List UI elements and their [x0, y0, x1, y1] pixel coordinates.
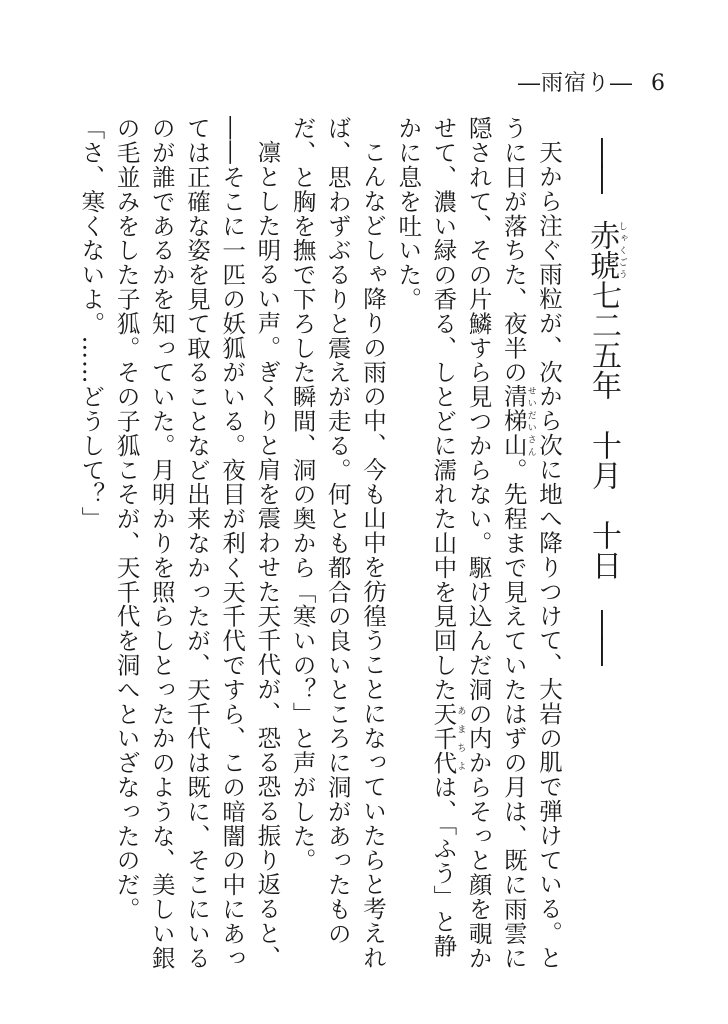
running-header [518, 66, 666, 97]
era-name [579, 220, 627, 280]
era-name-ruby: しゃくごう [616, 220, 627, 280]
place-name-ruby: せいだいさん [525, 384, 536, 458]
paragraph-2: こんなどしゃ降りの雨の中、今も山中を彷徨うことになっていたらと考えれば、思わずぶるりと震えが走る。何とも都合の良いところに洞があったものだ、と胸を撫で下ろした瞬間、洞の奥から「寒いの？」と声がした。 [288, 116, 387, 970]
paragraph-1-part-b: 。先程まで見えていたはずの月は、既に雨雲に隠されて、その片鱗すら見つからない。駆け込んだ洞の内からそっと顔を覗かせて、濃い緑の香る、しとどに濡れた山中を見回した [429, 116, 528, 971]
character-name [429, 701, 466, 775]
page-number: 6 [651, 71, 666, 96]
body-text [77, 116, 566, 976]
paragraph-1-part-c: は、「ふう」と静かに息を吐いた。 [394, 116, 458, 959]
chapter-heading [581, 138, 627, 662]
place-name-text: 清梯山 [499, 384, 528, 458]
character-name-text: 天千代 [429, 701, 458, 775]
running-title: ―雨宿り― [517, 71, 633, 96]
place-name [499, 384, 536, 458]
paragraph-3: 凛とした明るい声。ぎくりと肩を震わせた天千代が、恐る恐る振り返ると、――そこに一匹の妖狐がいる。夜目が利く天千代ですら、この暗闇の中にあっては正確な姿を見て取ることなど出来なかったが、天千代は既に、そこにいるのが誰であるかを知っていた。月明かりを照らしとったかのような、美しい銀の毛並みをした子狐。その子狐こそが、天千代を洞へといざなったのだ。 [112, 116, 282, 970]
paragraph-1-part-a: 天から注ぐ雨粒が、次から次に地へ降りつけて、大岩の肌で弾けている。とうに日が落ちた、夜半の [499, 116, 563, 970]
heading-dash-left: ―― [586, 138, 621, 190]
heading-date: 七二五年 十月 十日 [586, 280, 621, 580]
paragraph-1 [390, 116, 566, 976]
paragraph-4-dialogue: 「さ、寒くないよ。……どうして？」 [77, 116, 106, 531]
character-name-ruby: あまちよ [455, 701, 466, 775]
heading-dash-right: ―― [586, 610, 621, 662]
era-name-text: 赤琥 [584, 220, 620, 280]
